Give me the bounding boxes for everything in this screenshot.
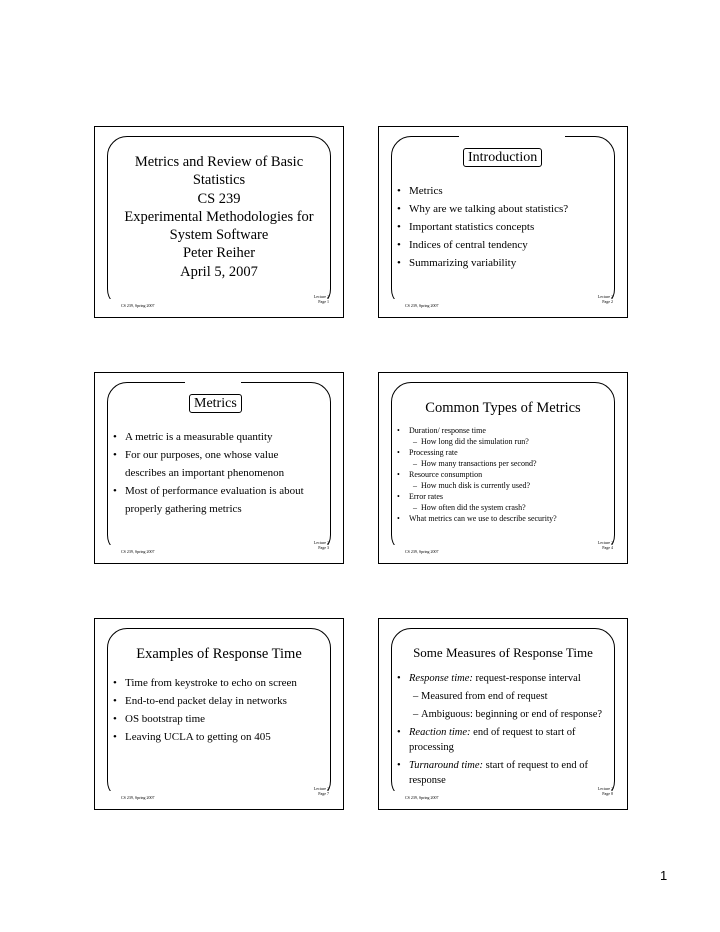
slide-footer-course: CS 239, Spring 2007 — [405, 303, 439, 308]
bullet-item: • Response time: request-response interval – Measured from end of request – Ambiguous: beginning or end of response? — [395, 671, 609, 722]
title-line: CS 239 — [197, 190, 241, 207]
slide-5 — [94, 618, 344, 810]
bullet-list — [111, 428, 311, 518]
bullet-list — [395, 182, 625, 272]
slide-6 — [378, 618, 628, 810]
title-line: April 5, 2007 — [180, 263, 258, 280]
slide-footer-course: CS 239, Spring 2007 — [121, 549, 155, 554]
slide-footer-page: Lecture 2 Page 3 — [313, 540, 329, 550]
slide-1 — [94, 126, 344, 318]
bullet-item: • What metrics can we use to describe security? — [395, 513, 625, 525]
title-line: Metrics and Review of Basic — [134, 154, 304, 170]
slide-footer-page: Lecture 2 Page 7 — [313, 786, 329, 796]
slide-title: Metrics — [189, 394, 242, 413]
bullet-item: • Reaction time: end of request to start of processing — [395, 725, 609, 755]
sub-bullet: – How many transactions per second? — [409, 459, 625, 469]
bullet-item: • OS bootstrap time — [111, 710, 341, 728]
frame-gap — [185, 377, 241, 389]
page-number: 1 — [660, 868, 668, 883]
slide-footer-page: Lecture 2 Page 2 — [597, 294, 613, 304]
slide-footer-course: CS 239, Spring 2007 — [405, 549, 439, 554]
bullet-item: • Leaving UCLA to getting on 405 — [111, 728, 341, 746]
slide-footer-page: Lecture 2 Page 4 — [597, 540, 613, 550]
bullet-item: • Resource consumption – How much disk is currently used? — [395, 469, 625, 491]
bullet-list — [111, 674, 341, 746]
bullet-item: • End-to-end packet delay in networks — [111, 692, 341, 710]
bullet-item: • Duration/ response time – How long did the simulation run? — [395, 425, 625, 447]
title-line: Peter Reiher — [182, 245, 256, 262]
slide-4 — [378, 372, 628, 564]
bullet-item: • Metrics — [395, 182, 625, 200]
bullet-item: • Turnaround time: start of request to end of response — [395, 758, 609, 788]
bullet-item: • For our purposes, one whose value describes an important phenomenon — [111, 446, 311, 482]
sub-bullet: – How often did the system crash? — [409, 503, 625, 513]
bullet-item: • Error rates – How often did the system crash? — [395, 491, 625, 513]
sub-bullet: – Measured from end of request — [409, 689, 609, 704]
bullet-item: • Important statistics concepts — [395, 218, 625, 236]
title-line: System Software — [169, 227, 269, 244]
slide-3 — [94, 372, 344, 564]
bullet-item: • Indices of central tendency — [395, 236, 625, 254]
sub-bullet: – Ambiguous: beginning or end of response? — [409, 707, 609, 722]
title-line: Statistics — [192, 172, 246, 189]
slide-footer-course: CS 239, Spring 2007 — [121, 795, 155, 800]
sub-bullet: – How long did the simulation run? — [409, 437, 625, 447]
slide-footer-course: CS 239, Spring 2007 — [405, 795, 439, 800]
slide-title: Examples of Response Time — [136, 646, 302, 662]
slide-title — [95, 153, 343, 281]
slide-title: Common Types of Metrics — [425, 400, 581, 416]
bullet-item: • Why are we talking about statistics? — [395, 200, 625, 218]
slide-2 — [378, 126, 628, 318]
slide-footer-page: Lecture 2 Page 1 — [313, 294, 329, 304]
bullet-item: • Processing rate – How many transactions per second? — [395, 447, 625, 469]
slide-footer-course: CS 239, Spring 2007 — [121, 303, 155, 308]
slide-title: Introduction — [463, 148, 542, 167]
bullet-item: • Summarizing variability — [395, 254, 625, 272]
slide-footer-page: Lecture 2 Page 8 — [597, 786, 613, 796]
bullet-item: • Most of performance evaluation is about properly gathering metrics — [111, 482, 311, 518]
bullet-list — [395, 425, 625, 525]
frame-gap — [459, 131, 565, 143]
bullet-item: • Time from keystroke to echo on screen — [111, 674, 341, 692]
bullet-item: • A metric is a measurable quantity — [111, 428, 311, 446]
sub-bullet: – How much disk is currently used? — [409, 481, 625, 491]
bullet-list — [395, 671, 609, 788]
title-line: Experimental Methodologies for — [124, 208, 314, 225]
slide-title: Some Measures of Response Time — [413, 645, 593, 660]
